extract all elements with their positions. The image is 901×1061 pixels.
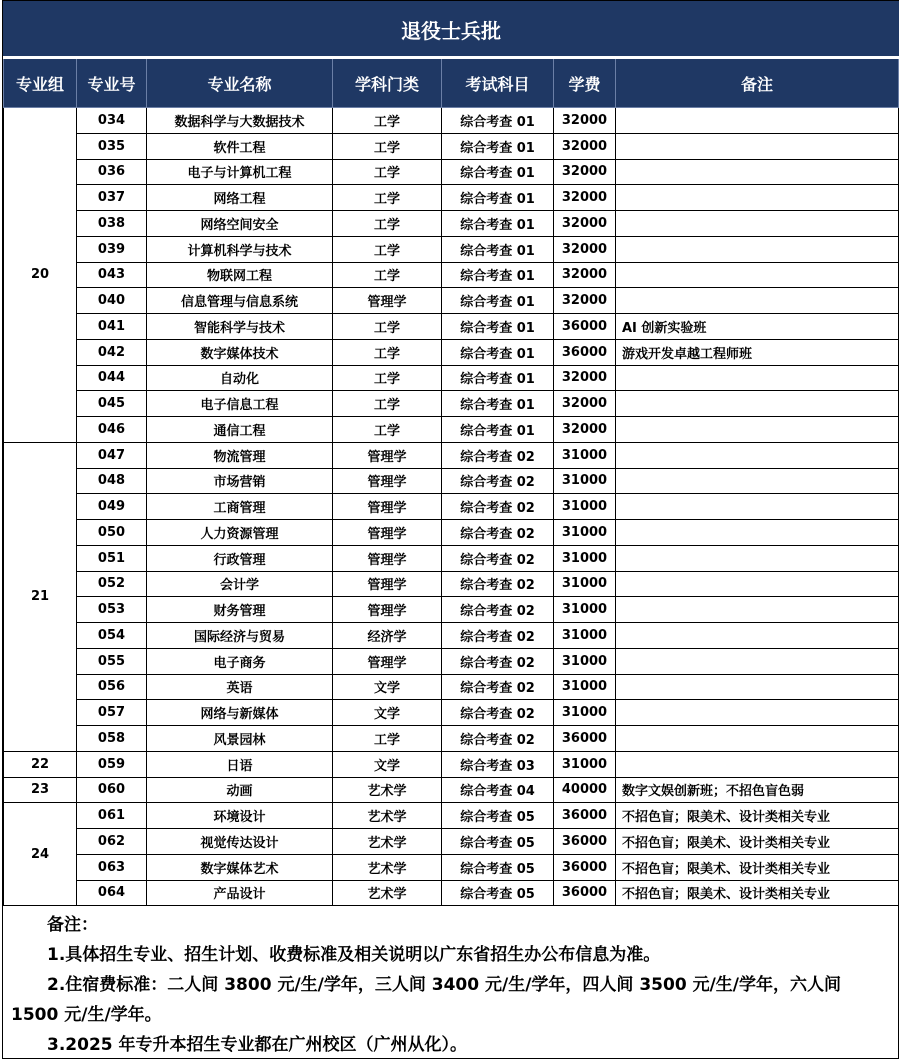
major-note (616, 751, 899, 777)
major-note (616, 648, 899, 674)
major-category: 管理学 (333, 571, 442, 597)
major-code: 062 (77, 829, 147, 855)
tuition-fee: 31000 (554, 648, 616, 674)
major-category: 工学 (333, 133, 442, 159)
major-name: 电子信息工程 (147, 391, 333, 417)
header-code: 专业号 (77, 58, 147, 108)
exam-subject: 综合考查 05 (442, 880, 554, 906)
major-code: 050 (77, 520, 147, 546)
tuition-fee: 31000 (554, 597, 616, 623)
major-category: 艺术学 (333, 777, 442, 803)
major-note: 数字文娱创新班；不招色盲色弱 (616, 777, 899, 803)
major-note (616, 417, 899, 443)
table-row (4, 674, 899, 700)
major-note (616, 108, 899, 134)
exam-subject: 综合考查 01 (442, 108, 554, 134)
major-code: 057 (77, 700, 147, 726)
exam-subject: 综合考查 02 (442, 468, 554, 494)
table-row (4, 468, 899, 494)
major-category: 文学 (333, 751, 442, 777)
major-note (616, 545, 899, 571)
table-row (4, 854, 899, 880)
major-name: 计算机科学与技术 (147, 236, 333, 262)
exam-subject: 综合考查 02 (442, 700, 554, 726)
table-row (4, 726, 899, 752)
exam-subject: 综合考查 01 (442, 211, 554, 237)
exam-subject: 综合考查 02 (442, 442, 554, 468)
major-code: 054 (77, 623, 147, 649)
tuition-fee: 36000 (554, 314, 616, 340)
major-note (616, 159, 899, 185)
table-row (4, 880, 899, 906)
exam-subject: 综合考查 02 (442, 571, 554, 597)
table-row (4, 288, 899, 314)
table-row (4, 751, 899, 777)
major-note (616, 391, 899, 417)
major-category: 艺术学 (333, 829, 442, 855)
major-code: 063 (77, 854, 147, 880)
table-row (4, 545, 899, 571)
major-note: 不招色盲；限美术、设计类相关专业 (616, 829, 899, 855)
major-code: 053 (77, 597, 147, 623)
major-note: 不招色盲；限美术、设计类相关专业 (616, 803, 899, 829)
table-row (4, 133, 899, 159)
table-row (4, 314, 899, 340)
major-note (616, 468, 899, 494)
tuition-fee: 32000 (554, 211, 616, 237)
tuition-fee: 31000 (554, 494, 616, 520)
exam-subject: 综合考查 04 (442, 777, 554, 803)
major-category: 管理学 (333, 494, 442, 520)
table-row (4, 159, 899, 185)
major-name: 物联网工程 (147, 262, 333, 288)
major-name: 动画 (147, 777, 333, 803)
major-code: 051 (77, 545, 147, 571)
tuition-fee: 31000 (554, 545, 616, 571)
notes-line: 2.住宿费标准：二人间 3800 元/生/学年，三人间 3400 元/生/学年，四人间 3500 元/生/学年，六人间 1500 元/生/学年。 (11, 975, 841, 1025)
major-code: 037 (77, 185, 147, 211)
table-row (4, 365, 899, 391)
major-code: 056 (77, 674, 147, 700)
major-note (616, 623, 899, 649)
tuition-fee: 32000 (554, 185, 616, 211)
major-code: 038 (77, 211, 147, 237)
major-code: 034 (77, 108, 147, 134)
exam-subject: 综合考查 02 (442, 648, 554, 674)
header-row (4, 58, 899, 108)
major-name: 视觉传达设计 (147, 829, 333, 855)
major-name: 自动化 (147, 365, 333, 391)
major-category: 文学 (333, 700, 442, 726)
tuition-fee: 40000 (554, 777, 616, 803)
major-code: 047 (77, 442, 147, 468)
major-category: 管理学 (333, 648, 442, 674)
major-group: 22 (4, 751, 77, 777)
major-name: 日语 (147, 751, 333, 777)
major-category: 工学 (333, 339, 442, 365)
major-note: 不招色盲；限美术、设计类相关专业 (616, 854, 899, 880)
major-note (616, 700, 899, 726)
header-exam: 考试科目 (442, 58, 554, 108)
table-row (4, 185, 899, 211)
title-row (4, 2, 899, 58)
major-code: 040 (77, 288, 147, 314)
header-group: 专业组 (4, 58, 77, 108)
major-category: 工学 (333, 262, 442, 288)
major-name: 网络空间安全 (147, 211, 333, 237)
major-code: 059 (77, 751, 147, 777)
tuition-fee: 31000 (554, 623, 616, 649)
table-row (4, 494, 899, 520)
table-row (4, 623, 899, 649)
notes-title: 备注： (47, 915, 98, 935)
major-note (616, 211, 899, 237)
major-category: 工学 (333, 365, 442, 391)
exam-subject: 综合考查 02 (442, 520, 554, 546)
exam-subject: 综合考查 01 (442, 236, 554, 262)
major-note (616, 726, 899, 752)
major-name: 智能科学与技术 (147, 314, 333, 340)
exam-subject: 综合考查 05 (442, 829, 554, 855)
table-row (4, 648, 899, 674)
tuition-fee: 32000 (554, 288, 616, 314)
table-row (4, 777, 899, 803)
tuition-fee: 32000 (554, 159, 616, 185)
tuition-fee: 32000 (554, 417, 616, 443)
major-code: 043 (77, 262, 147, 288)
exam-subject: 综合考查 05 (442, 803, 554, 829)
major-category: 工学 (333, 391, 442, 417)
exam-subject: 综合考查 02 (442, 726, 554, 752)
major-name: 数字媒体技术 (147, 339, 333, 365)
exam-subject: 综合考查 01 (442, 262, 554, 288)
major-note: AI 创新实验班 (616, 314, 899, 340)
major-group: 21 (4, 442, 77, 751)
major-code: 045 (77, 391, 147, 417)
major-name: 英语 (147, 674, 333, 700)
major-name: 通信工程 (147, 417, 333, 443)
major-category: 工学 (333, 236, 442, 262)
major-code: 055 (77, 648, 147, 674)
tuition-fee: 31000 (554, 571, 616, 597)
table-row (4, 236, 899, 262)
major-category: 工学 (333, 417, 442, 443)
major-note (616, 571, 899, 597)
exam-subject: 综合考查 01 (442, 133, 554, 159)
major-name: 网络工程 (147, 185, 333, 211)
major-name: 物流管理 (147, 442, 333, 468)
tuition-fee: 31000 (554, 674, 616, 700)
major-code: 061 (77, 803, 147, 829)
tuition-fee: 36000 (554, 854, 616, 880)
header-name: 专业名称 (147, 58, 333, 108)
tuition-fee: 32000 (554, 108, 616, 134)
major-name: 财务管理 (147, 597, 333, 623)
major-code: 044 (77, 365, 147, 391)
major-group: 20 (4, 108, 77, 443)
exam-subject: 综合考查 01 (442, 365, 554, 391)
tuition-fee: 32000 (554, 365, 616, 391)
exam-subject: 综合考查 02 (442, 597, 554, 623)
exam-subject: 综合考查 01 (442, 159, 554, 185)
notes-section (3, 906, 898, 1059)
table-row (4, 520, 899, 546)
major-note (616, 442, 899, 468)
exam-subject: 综合考查 02 (442, 494, 554, 520)
major-note (616, 133, 899, 159)
major-code: 058 (77, 726, 147, 752)
major-name: 市场营销 (147, 468, 333, 494)
major-category: 管理学 (333, 442, 442, 468)
major-name: 会计学 (147, 571, 333, 597)
major-note (616, 185, 899, 211)
major-category: 管理学 (333, 468, 442, 494)
major-name: 国际经济与贸易 (147, 623, 333, 649)
major-category: 艺术学 (333, 803, 442, 829)
major-code: 039 (77, 236, 147, 262)
exam-subject: 综合考查 02 (442, 674, 554, 700)
major-name: 人力资源管理 (147, 520, 333, 546)
tuition-fee: 32000 (554, 262, 616, 288)
tuition-fee: 31000 (554, 468, 616, 494)
table-row (4, 339, 899, 365)
major-category: 管理学 (333, 597, 442, 623)
major-name: 数字媒体艺术 (147, 854, 333, 880)
major-note (616, 288, 899, 314)
major-category: 艺术学 (333, 854, 442, 880)
tuition-fee: 36000 (554, 803, 616, 829)
major-code: 064 (77, 880, 147, 906)
major-code: 049 (77, 494, 147, 520)
major-note (616, 262, 899, 288)
major-category: 管理学 (333, 545, 442, 571)
major-category: 管理学 (333, 520, 442, 546)
major-category: 工学 (333, 185, 442, 211)
major-code: 046 (77, 417, 147, 443)
table-row (4, 391, 899, 417)
major-name: 风景园林 (147, 726, 333, 752)
major-code: 048 (77, 468, 147, 494)
major-category: 艺术学 (333, 880, 442, 906)
tuition-fee: 32000 (554, 391, 616, 417)
major-note (616, 365, 899, 391)
major-code: 036 (77, 159, 147, 185)
major-note (616, 597, 899, 623)
major-group: 24 (4, 803, 77, 906)
tuition-fee: 32000 (554, 236, 616, 262)
header-note: 备注 (616, 58, 899, 108)
table-row (4, 571, 899, 597)
major-code: 042 (77, 339, 147, 365)
tuition-fee: 31000 (554, 751, 616, 777)
tuition-fee: 32000 (554, 133, 616, 159)
header-fee: 学费 (554, 58, 616, 108)
major-code: 052 (77, 571, 147, 597)
major-name: 行政管理 (147, 545, 333, 571)
major-name: 网络与新媒体 (147, 700, 333, 726)
major-code: 060 (77, 777, 147, 803)
majors-table (3, 1, 899, 906)
table-row (4, 108, 899, 134)
major-category: 工学 (333, 726, 442, 752)
tuition-fee: 31000 (554, 700, 616, 726)
major-name: 工商管理 (147, 494, 333, 520)
major-note (616, 494, 899, 520)
major-note (616, 520, 899, 546)
notes-line: 3.2025 年专升本招生专业都在广州校区（广州从化）。 (47, 1035, 468, 1055)
exam-subject: 综合考查 03 (442, 751, 554, 777)
major-category: 经济学 (333, 623, 442, 649)
major-code: 035 (77, 133, 147, 159)
major-category: 工学 (333, 159, 442, 185)
exam-subject: 综合考查 01 (442, 391, 554, 417)
major-category: 管理学 (333, 288, 442, 314)
major-category: 工学 (333, 108, 442, 134)
major-name: 产品设计 (147, 880, 333, 906)
exam-subject: 综合考查 01 (442, 288, 554, 314)
major-note: 不招色盲；限美术、设计类相关专业 (616, 880, 899, 906)
major-name: 电子与计算机工程 (147, 159, 333, 185)
table-row (4, 262, 899, 288)
admission-sheet (2, 0, 899, 1059)
table-row (4, 211, 899, 237)
exam-subject: 综合考查 02 (442, 623, 554, 649)
table-row (4, 442, 899, 468)
notes-line: 1.具体招生专业、招生计划、收费标准及相关说明以广东省招生办公布信息为准。 (47, 945, 661, 965)
exam-subject: 综合考查 01 (442, 185, 554, 211)
major-note (616, 236, 899, 262)
major-name: 电子商务 (147, 648, 333, 674)
major-group: 23 (4, 777, 77, 803)
tuition-fee: 31000 (554, 442, 616, 468)
major-note (616, 674, 899, 700)
tuition-fee: 31000 (554, 520, 616, 546)
exam-subject: 综合考查 01 (442, 339, 554, 365)
major-name: 环境设计 (147, 803, 333, 829)
table-title: 退役士兵批 (4, 2, 899, 58)
exam-subject: 综合考查 02 (442, 545, 554, 571)
header-category: 学科门类 (333, 58, 442, 108)
major-name: 信息管理与信息系统 (147, 288, 333, 314)
exam-subject: 综合考查 01 (442, 417, 554, 443)
tuition-fee: 36000 (554, 339, 616, 365)
tuition-fee: 36000 (554, 880, 616, 906)
major-category: 工学 (333, 314, 442, 340)
major-category: 工学 (333, 211, 442, 237)
major-code: 041 (77, 314, 147, 340)
table-row (4, 417, 899, 443)
exam-subject: 综合考查 01 (442, 314, 554, 340)
tuition-fee: 36000 (554, 726, 616, 752)
major-name: 数据科学与大数据技术 (147, 108, 333, 134)
major-name: 软件工程 (147, 133, 333, 159)
table-row (4, 829, 899, 855)
exam-subject: 综合考查 05 (442, 854, 554, 880)
table-row (4, 803, 899, 829)
major-note: 游戏开发卓越工程师班 (616, 339, 899, 365)
table-row (4, 700, 899, 726)
table-row (4, 597, 899, 623)
tuition-fee: 36000 (554, 829, 616, 855)
major-category: 文学 (333, 674, 442, 700)
